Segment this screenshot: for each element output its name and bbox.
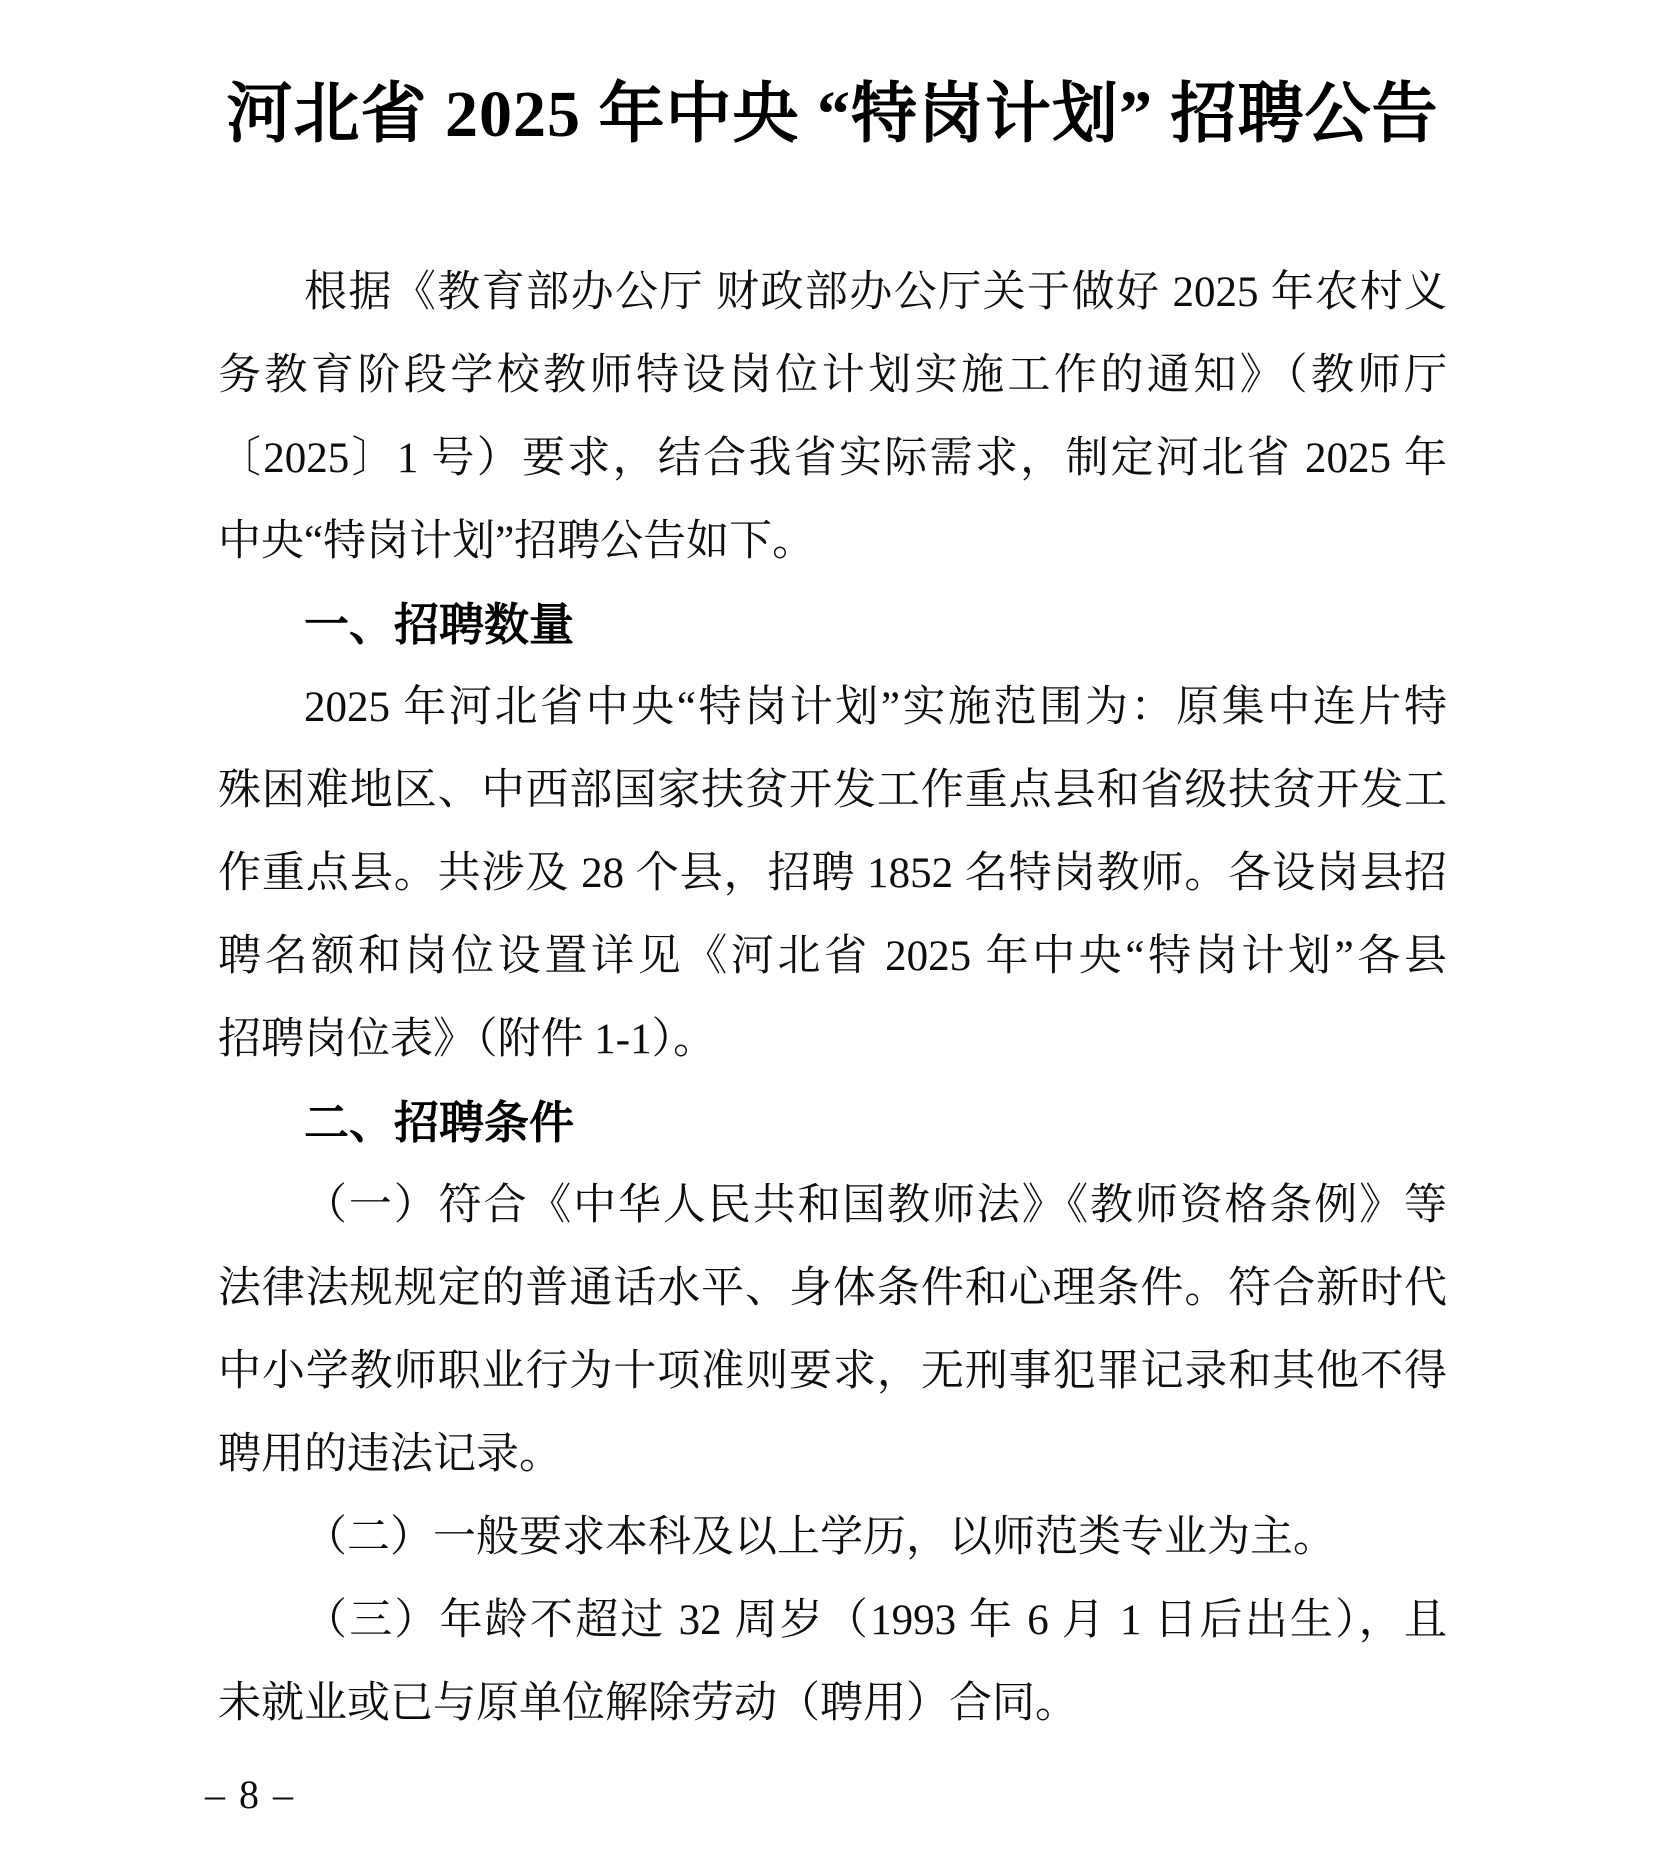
text-line: 务教育阶段学校教师特设岗位计划实施工作的通知》（教师厅 bbox=[218, 352, 1447, 399]
text-line: 中央“特岗计划”招聘公告如下。 bbox=[218, 518, 816, 565]
text-line: 2025 年河北省中央“特岗计划”实施范围为：原集中连片特 bbox=[304, 684, 1447, 731]
text-line: 〔2025〕1 号）要求，结合我省实际需求，制定河北省 2025 年 bbox=[218, 435, 1447, 482]
text-line: 中小学教师职业行为十项准则要求，无刑事犯罪记录和其他不得 bbox=[218, 1348, 1447, 1395]
section-heading: 一、招聘数量 bbox=[304, 599, 575, 650]
text-line: 法律法规规定的普通话水平、身体条件和心理条件。符合新时代 bbox=[218, 1265, 1447, 1312]
text-line: 招聘岗位表》（附件 1-1）。 bbox=[218, 1016, 717, 1063]
page-number: – 8 – bbox=[205, 1772, 295, 1817]
text-line: 未就业或已与原单位解除劳动（聘用）合同。 bbox=[218, 1680, 1078, 1727]
text-line: （二）一般要求本科及以上学历，以师范类专业为主。 bbox=[304, 1514, 1336, 1561]
text-line: 聘用的违法记录。 bbox=[218, 1431, 562, 1478]
section-heading: 二、招聘条件 bbox=[304, 1097, 575, 1148]
text-line: 聘名额和岗位设置详见《河北省 2025 年中央“特岗计划”各县 bbox=[218, 933, 1447, 980]
text-line: 根据《教育部办公厅 财政部办公厅关于做好 2025 年农村义 bbox=[304, 269, 1447, 316]
page-title: 河北省 2025 年中央 “特岗计划” 招聘公告 bbox=[226, 78, 1439, 151]
document-body bbox=[218, 251, 1447, 1745]
text-line: （一）符合《中华人民共和国教师法》《教师资格条例》等 bbox=[304, 1182, 1447, 1229]
text-line: 殊困难地区、中西部国家扶贫开发工作重点县和省级扶贫开发工 bbox=[218, 767, 1447, 814]
text-line: 作重点县。共涉及 28 个县，招聘 1852 名特岗教师。各设岗县招 bbox=[218, 850, 1447, 897]
text-line: （三）年龄不超过 32 周岁（1993 年 6 月 1 日后出生），且 bbox=[304, 1597, 1447, 1644]
